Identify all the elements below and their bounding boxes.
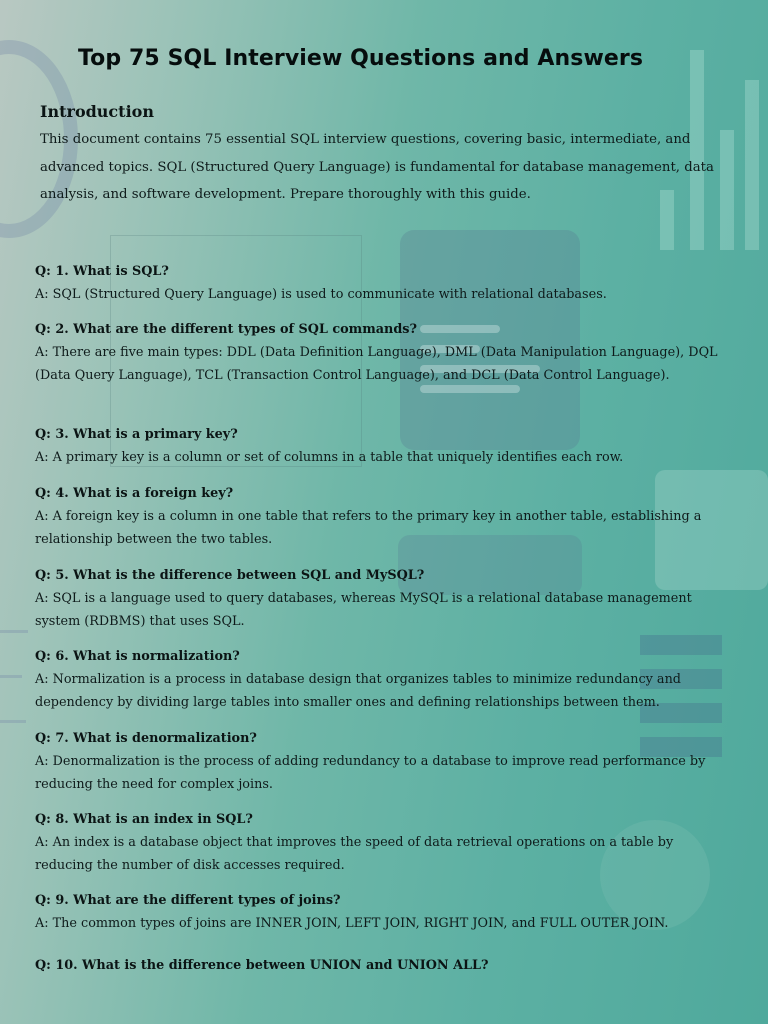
document-title: Top 75 SQL Interview Questions and Answers [78,46,644,71]
question-text: Q: 2. What are the different types of SQL commands? [35,322,418,337]
answer-text: A: A foreign key is a column in one table that refers to the primary key in another table, establishing a relationship between the two tables. [35,509,702,547]
qa-item-2 [35,318,735,387]
qa-item-10 [35,954,735,977]
question-text: Q: 9. What are the different types of joins? [35,893,341,908]
answer-text: A: The common types of joins are INNER JOIN, LEFT JOIN, RIGHT JOIN, and FULL OUTER JOIN. [35,916,669,931]
answer-text: A: SQL is a language used to query databases, whereas MySQL is a relational database management system (RDBMS) that uses SQL. [35,591,692,629]
qa-item-5 [35,564,735,633]
question-text: Q: 4. What is a foreign key? [35,486,234,501]
qa-item-1 [35,260,735,306]
qa-item-6 [35,645,735,714]
question-text: Q: 3. What is a primary key? [35,427,238,442]
qa-item-9 [35,889,735,935]
question-text: Q: 10. What is the difference between UNION and UNION ALL? [35,958,489,973]
qa-item-8 [35,808,735,877]
answer-text: A: Normalization is a process in database design that organizes tables to minimize redundancy and dependency by dividing large tables into smaller ones and defining relationships between them. [35,672,681,710]
answer-text: A: A primary key is a column or set of columns in a table that uniquely identifies each row. [35,450,624,465]
answer-text: A: Denormalization is the process of adding redundancy to a database to improve read performance by reducing the need for complex joins. [35,754,706,792]
question-text: Q: 5. What is the difference between SQL and MySQL? [35,568,425,583]
answer-text: A: An index is a database object that improves the speed of data retrieval operations on a table by reducing the number of disk accesses required. [35,835,674,873]
question-text: Q: 1. What is SQL? [35,264,169,279]
answer-text: A: There are five main types: DDL (Data Definition Language), DML (Data Manipulation Language), DQL (Data Query Language), TCL (Transaction Control Language), and DCL (Data Control Language). [35,345,718,383]
answer-text: A: SQL (Structured Query Language) is used to communicate with relational databases. [35,287,607,302]
qa-item-4 [35,482,735,551]
question-text: Q: 6. What is normalization? [35,649,240,664]
question-text: Q: 7. What is denormalization? [35,731,257,746]
qa-item-3 [35,423,735,469]
introduction-text: This document contains 75 essential SQL interview questions, covering basic, intermediate, and advanced topics. SQL (Structured Query Language) is fundamental for database management, data analysis, and software development. Prepare thoroughly with this guide. [40,132,714,202]
qa-item-7 [35,727,735,796]
introduction-heading: Introduction [40,102,154,121]
question-text: Q: 8. What is an index in SQL? [35,812,253,827]
